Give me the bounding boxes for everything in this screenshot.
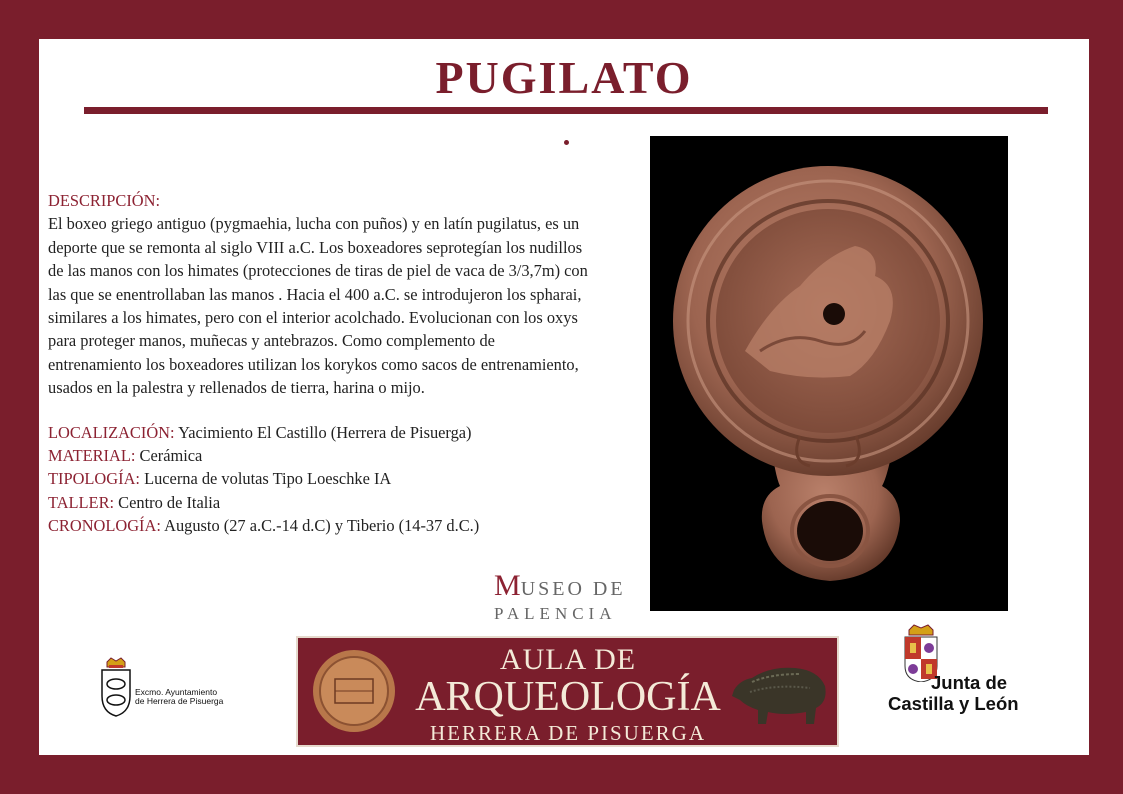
aula-line1: AULA DE bbox=[499, 643, 637, 676]
field-label: TIPOLOGÍA: bbox=[48, 469, 140, 489]
field-value: Yacimiento El Castillo (Herrera de Pisuerga) bbox=[178, 422, 472, 442]
field-label: LOCALIZACIÓN: bbox=[48, 422, 175, 442]
field-value: Lucerna de volutas Tipo Loeschke IA bbox=[144, 469, 392, 489]
coat-of-arms-icon bbox=[99, 656, 133, 718]
museo-initial: M bbox=[494, 569, 521, 602]
field-taller bbox=[48, 491, 588, 514]
ayuntamiento-line1: Excmo. Ayuntamiento bbox=[135, 687, 218, 697]
aula-text bbox=[393, 644, 743, 746]
junta-line2: Castilla y León bbox=[888, 693, 1019, 714]
ayuntamiento-line2: de Herrera de Pisuerga bbox=[135, 696, 224, 706]
coin-stamp-icon bbox=[312, 649, 396, 733]
museo-line1: MUSEO DE bbox=[494, 569, 626, 602]
field-material bbox=[48, 444, 588, 467]
description-heading: DESCRIPCIÓN: bbox=[48, 191, 161, 210]
field-value: Centro de Italia bbox=[118, 492, 221, 512]
museo-line2: PALENCIA bbox=[494, 604, 617, 623]
oil-lamp-image bbox=[650, 136, 1008, 611]
lamp-photo bbox=[650, 136, 1008, 611]
field-label: CRONOLOGÍA: bbox=[48, 516, 161, 536]
aula-line3: HERRERA DE PISUERGA bbox=[429, 721, 707, 745]
aula-line2: ARQUEOLOGÍA bbox=[415, 674, 721, 720]
field-label: MATERIAL: bbox=[48, 446, 136, 466]
page-title: PUGILATO bbox=[435, 52, 693, 103]
decorative-dot bbox=[564, 140, 569, 145]
field-value: Cerámica bbox=[139, 446, 203, 466]
description-block bbox=[48, 189, 588, 538]
junta-logo bbox=[888, 624, 1038, 714]
field-localizacion bbox=[48, 421, 588, 444]
ayuntamiento-text bbox=[135, 688, 223, 706]
description-body: El boxeo griego antiguo (pygmaehia, lucha con puños) y en latín pugilatus, es un deporte que se remonta al siglo VIII a.C. Los boxeadores seprotegían los nudillos de las manos con los himates (protecciones de tiras de piel de vaca de 3/3,7m) con las que se enentrollaban las manos . Hacia el 400 a.C. se introdujeron los spharai, similares a los himates, pero con el interior acolchado. Evolucionan con los oxys para proteger manos, muñecas y antebrazos. Como complemento de entrenamiento los boxeadores utilizan los korykos como sacos de entrenamiento, usados en la palestra y rellenados de tierra, harina o mijo. bbox=[48, 214, 588, 398]
museum-card bbox=[39, 39, 1089, 755]
title-divider bbox=[84, 107, 1048, 114]
junta-line1: Junta de bbox=[931, 672, 1008, 693]
ayuntamiento-logo bbox=[99, 656, 279, 716]
metadata-list bbox=[48, 421, 588, 538]
museo-palencia-logo bbox=[494, 569, 644, 625]
aula-arqueologia-banner bbox=[296, 636, 839, 747]
field-tipologia bbox=[48, 467, 588, 490]
field-label: TALLER: bbox=[48, 492, 115, 512]
junta-text bbox=[888, 672, 1038, 714]
field-cronologia bbox=[48, 514, 588, 537]
field-value: Augusto (27 a.C.-14 d.C) y Tiberio (14-37 d.C.) bbox=[164, 516, 480, 536]
boar-icon bbox=[730, 652, 830, 728]
